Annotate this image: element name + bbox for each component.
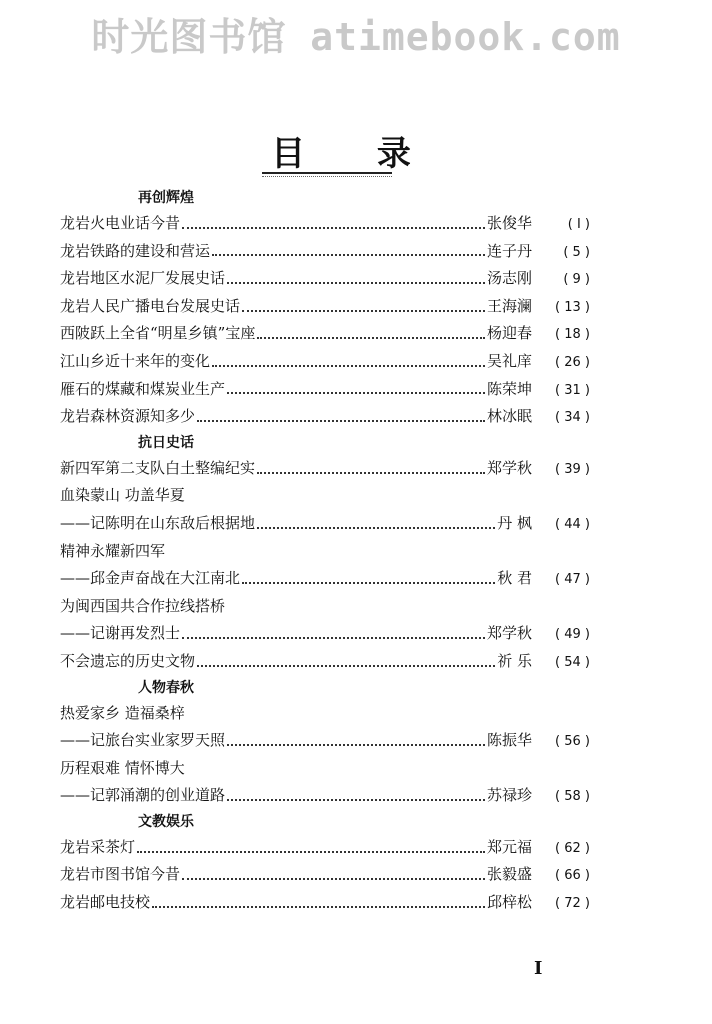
toc-entry-title: 龙岩采茶灯: [60, 837, 136, 856]
leader-dots: [227, 392, 485, 394]
toc-entry-page: ( 58 ): [555, 789, 590, 805]
toc-entry-title: ——记陈明在山东敌后根据地: [60, 513, 256, 532]
toc-entry-title: 热爱家乡 造福桑梓: [60, 703, 185, 722]
leader-dots: [182, 637, 485, 639]
toc-entry-author: 郑学秋: [486, 458, 532, 477]
leader-dots: [257, 527, 495, 529]
toc-entry-page: ( 5 ): [563, 244, 590, 260]
toc-entry[interactable]: [60, 265, 590, 293]
section-heading: 人物春秋: [138, 679, 194, 696]
toc-entry-page: ( 54 ): [555, 654, 590, 670]
toc-entry-title: 龙岩铁路的建设和营运: [60, 241, 211, 260]
toc-entry-author: 张俊华: [486, 214, 532, 232]
toc-entry-title: 龙岩地区水泥厂发展史话: [60, 269, 226, 288]
leader-dots: [197, 420, 485, 422]
toc-entry[interactable]: [60, 620, 590, 648]
toc-entry[interactable]: [60, 320, 590, 348]
toc-entry-page: ( 66 ): [555, 868, 590, 884]
leader-dots: [227, 744, 485, 746]
toc-entry-title: 龙岩人民广播电台发展史话: [60, 296, 241, 315]
leader-dots: [242, 310, 485, 312]
toc-entry-author: 吴礼庠: [486, 351, 532, 370]
toc-entry-page: ( 31 ): [555, 382, 590, 398]
toc-entry-title: 历程艰难 情怀博大: [60, 758, 185, 777]
toc-entry-page: ( 44 ): [555, 516, 590, 532]
toc-entry-page: ( 72 ): [555, 896, 590, 912]
leader-dots: [212, 365, 485, 367]
toc-entry-title: 龙岩森林资源知多少: [60, 407, 196, 426]
toc-entry-title: 龙岩火电业话今昔: [60, 214, 181, 232]
toc-entry-author: 秋 君: [497, 569, 532, 588]
leader-dots: [227, 282, 485, 284]
toc-entry[interactable]: [60, 376, 590, 404]
toc-entry-author: 郑学秋: [486, 624, 532, 643]
toc-entry-author: 郑元福: [486, 837, 532, 856]
title-underline-dotted: [262, 176, 392, 177]
toc-entry-title: 新四军第二支队白土整编纪实: [60, 458, 256, 477]
toc-entry[interactable]: [60, 700, 590, 728]
toc-entry-author: 汤志刚: [486, 269, 532, 288]
toc-entry-title: 精神永耀新四军: [60, 541, 166, 560]
leader-dots: [242, 582, 495, 584]
toc-entry[interactable]: [60, 834, 590, 862]
toc-entry-author: 邱梓松: [486, 893, 532, 912]
toc-entry-author: 王海澜: [486, 296, 532, 315]
section-heading: 抗日史话: [138, 434, 194, 451]
toc-entry-title: 血染蒙山 功盖华夏: [60, 486, 185, 505]
toc-entry-author: 陈振华: [486, 731, 532, 750]
toc-entry[interactable]: [60, 403, 590, 431]
page-title: 目 录: [271, 134, 441, 174]
toc-entry[interactable]: [60, 593, 590, 621]
toc-entry[interactable]: [60, 348, 590, 376]
toc-entry-title: 不会遗忘的历史文物: [60, 651, 196, 670]
toc-entry-title: 龙岩市图书馆今昔: [60, 865, 181, 884]
section-heading: 文教娱乐: [138, 813, 194, 830]
watermark: 时光图书馆 atimebook.com: [91, 15, 621, 59]
toc-entry[interactable]: [60, 210, 590, 238]
page-number: I: [534, 958, 543, 979]
toc-entry[interactable]: [60, 648, 590, 676]
toc-entry-page: ( 34 ): [555, 410, 590, 426]
toc-entry-page: ( 18 ): [555, 327, 590, 343]
toc-entry-page: ( 39 ): [555, 461, 590, 477]
toc-entry[interactable]: [60, 238, 590, 266]
toc-entry-title: ——记旅台实业家罗天照: [60, 731, 226, 750]
toc-entry-author: 陈荣坤: [486, 379, 532, 398]
toc-entry-title: 江山乡近十来年的变化: [60, 351, 211, 370]
toc-entry-page: ( 56 ): [555, 734, 590, 750]
toc-entry-page: ( I ): [567, 217, 590, 232]
toc-entry[interactable]: [60, 782, 590, 810]
toc-entry[interactable]: [60, 727, 590, 755]
toc-entry-page: ( 13 ): [555, 299, 590, 315]
leader-dots: [212, 254, 485, 256]
toc-entry-author: 林冰眠: [486, 407, 532, 426]
toc-entry-title: 西陂跃上全省“明星乡镇”宝座: [60, 324, 256, 343]
toc-entry[interactable]: [60, 538, 590, 566]
toc-entry-title: ——邱金声奋战在大江南北: [60, 569, 241, 588]
toc-entry[interactable]: [60, 565, 590, 593]
toc-entry-title: ——记谢再发烈士: [60, 624, 181, 643]
toc-entry-page: ( 47 ): [555, 572, 590, 588]
table-of-contents: [60, 186, 590, 917]
toc-entry-page: ( 49 ): [555, 627, 590, 643]
toc-entry-title: 龙岩邮电技校: [60, 893, 151, 912]
toc-entry[interactable]: [60, 482, 590, 510]
toc-entry-author: 杨迎春: [486, 324, 532, 343]
toc-entry-author: 连子丹: [486, 241, 532, 260]
toc-entry-author: 苏禄珍: [486, 786, 532, 805]
toc-entry[interactable]: [60, 510, 590, 538]
toc-entry[interactable]: [60, 755, 590, 783]
leader-dots: [152, 906, 485, 908]
toc-entry-title: 为闽西国共合作拉线搭桥: [60, 596, 226, 615]
toc-entry-page: ( 26 ): [555, 354, 590, 370]
leader-dots: [197, 665, 495, 667]
leader-dots: [257, 472, 485, 474]
toc-entry[interactable]: [60, 455, 590, 483]
toc-entry[interactable]: [60, 861, 590, 889]
toc-entry-title: 雁石的煤藏和煤炭业生产: [60, 379, 226, 398]
toc-entry-author: 丹 枫: [497, 513, 532, 532]
leader-dots: [182, 227, 485, 229]
leader-dots: [257, 337, 485, 339]
leader-dots: [137, 851, 485, 853]
leader-dots: [182, 878, 485, 880]
toc-entry[interactable]: [60, 293, 590, 321]
leader-dots: [227, 799, 485, 801]
section-heading: 再创辉煌: [138, 190, 194, 206]
toc-entry-page: ( 62 ): [555, 840, 590, 856]
toc-entry-page: ( 9 ): [563, 272, 590, 288]
toc-entry-title: ——记郭涌潮的创业道路: [60, 786, 226, 805]
toc-entry-author: 张毅盛: [486, 865, 532, 884]
toc-entry-author: 祈 乐: [497, 651, 532, 670]
toc-entry[interactable]: [60, 889, 590, 917]
title-underline: [262, 172, 392, 174]
